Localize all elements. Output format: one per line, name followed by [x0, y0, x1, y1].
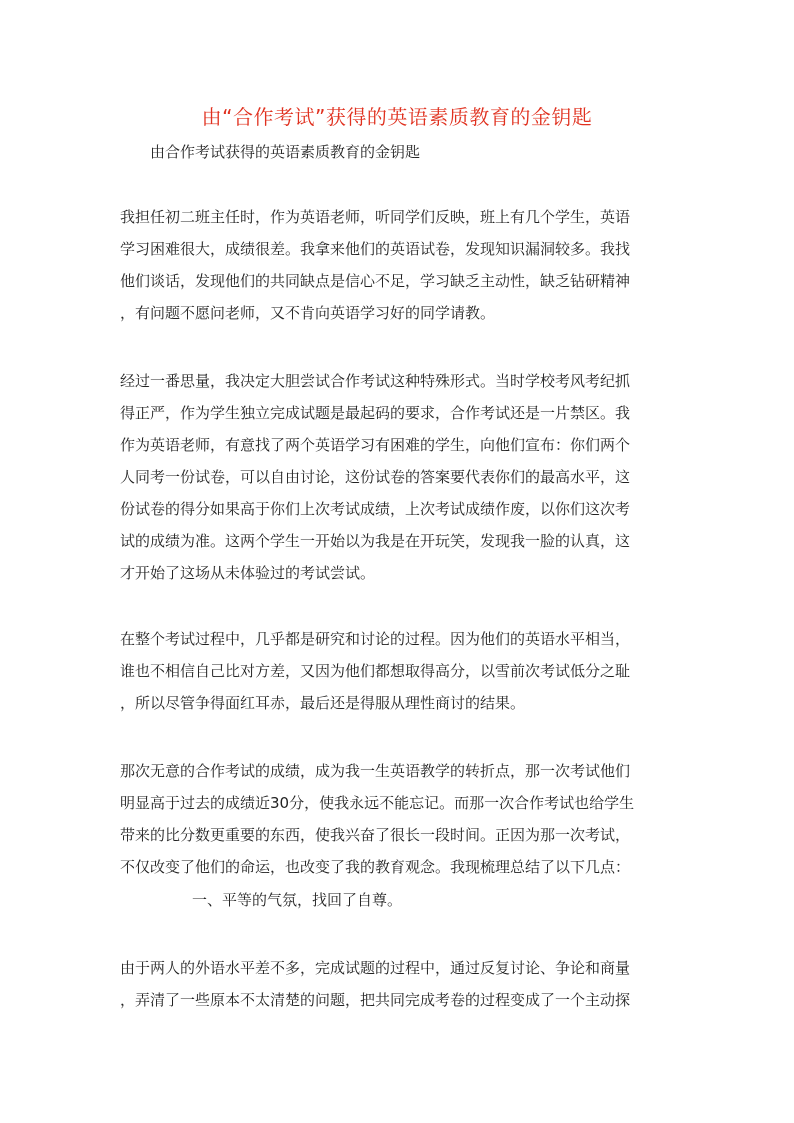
paragraph-line: 在整个考试过程中，几乎都是研究和讨论的过程。因为他们的英语水平相当， — [120, 630, 631, 648]
paragraph-line: ，所以尽管争得面红耳赤，最后还是得服从理性商讨的结果。 — [120, 694, 526, 712]
section-heading: 一、平等的气氛，找回了自尊。 — [192, 891, 403, 909]
paragraph-line: 由于两人的外语水平差不多，完成试题的过程中，通过反复讨论、争论和商量 — [120, 959, 631, 977]
paragraph-line: 得正严，作为学生独立完成试题是最起码的要求，合作考试还是一片禁区。我 — [120, 404, 631, 422]
document-title: 由“合作考试”获得的英语素质教育的金钥匙 — [201, 105, 593, 129]
paragraph-line: 那次无意的合作考试的成绩，成为我一生英语教学的转折点，那一次考试他们 — [120, 762, 631, 780]
paragraph-5 — [120, 952, 676, 1016]
paragraph-line: 不仅改变了他们的命运，也改变了我的教育观念。我现梳理总结了以下几点： — [120, 858, 631, 876]
paragraph-line: 他们谈话，发现他们的共同缺点是信心不足，学习缺乏主动性，缺乏钻研精神 — [120, 272, 631, 290]
paragraph-4 — [120, 755, 676, 883]
paragraph-line: 经过一番思量，我决定大胆尝试合作考试这种特殊形式。当时学校考风考纪抓 — [120, 372, 631, 390]
paragraph-2 — [120, 365, 676, 589]
document-subtitle: 由合作考试获得的英语素质教育的金钥匙 — [150, 143, 421, 161]
paragraph-line: 人同考一份试卷，可以自由讨论，这份试卷的答案要代表你们的最高水平，这 — [120, 468, 631, 486]
paragraph-line: ，弄清了一些原本不太清楚的问题，把共同完成考卷的过程变成了一个主动探 — [120, 991, 631, 1009]
paragraph-line: 才开始了这场从未体验过的考试尝试。 — [120, 564, 376, 582]
paragraph-1 — [120, 201, 676, 329]
paragraph-line: 带来的比分数更重要的东西，使我兴奋了很长一段时间。正因为那一次考试， — [120, 826, 631, 844]
paragraph-line: 试的成绩为准。这两个学生一开始以为我是在开玩笑，发现我一脸的认真，这 — [120, 532, 631, 550]
paragraph-line: 份试卷的得分如果高于你们上次考试成绩，上次考试成绩作废，以你们这次考 — [120, 500, 631, 518]
paragraph-line: 明显高于过去的成绩近30分，使我永远不能忘记。而那一次合作考试也给学生 — [120, 794, 635, 812]
paragraph-line: 作为英语老师，有意找了两个英语学习有困难的学生，向他们宣布：你们两个 — [120, 436, 631, 454]
paragraph-3 — [120, 623, 676, 719]
paragraph-line: ，有问题不愿问老师，又不肯向英语学习好的同学请教。 — [120, 304, 496, 322]
paragraph-line: 学习困难很大，成绩很差。我拿来他们的英语试卷，发现知识漏洞较多。我找 — [120, 240, 631, 258]
paragraph-line: 我担任初二班主任时，作为英语老师，听同学们反映，班上有几个学生，英语 — [120, 208, 631, 226]
paragraph-line: 谁也不相信自己比对方差，又因为他们都想取得高分，以雪前次考试低分之耻 — [120, 662, 631, 680]
